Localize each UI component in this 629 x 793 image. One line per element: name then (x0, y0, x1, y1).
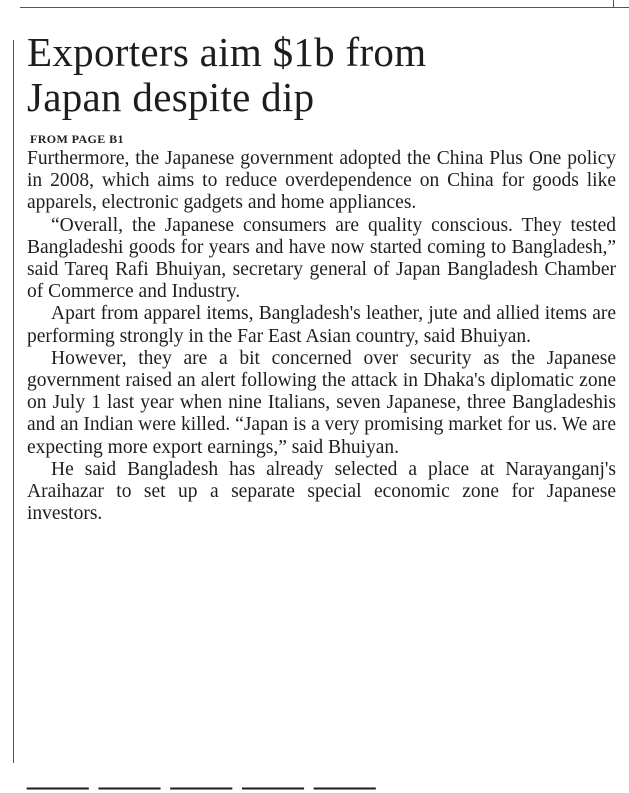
article-headline (27, 30, 616, 120)
article-paragraph-3: Apart from apparel items, Bangladesh's leather, jute and allied items are performing strongly in the Far East Asian country, said Bhuiyan. (27, 303, 616, 347)
article-paragraph-5: He said Bangladesh has already selected a place at Narayanganj's Araihazar to set up a separate special economic zone for Japanese investors. (27, 458, 616, 525)
article-dateline: FROM PAGE B1 (30, 132, 124, 146)
headline-line-2: Japan despite dip (27, 74, 315, 120)
article-body (27, 148, 616, 525)
article-paragraph-1: Furthermore, the Japanese government adopted the China Plus One policy in 2008, which aims to reduce overdependence on China for goods like apparels, electronic gadgets and home appliances. (27, 148, 616, 214)
next-article-headline-text: ___ ___ ___ ___ ___ (27, 747, 376, 793)
article-paragraph-4: However, they are a bit concerned over security as the Japanese government raised an alert following the attack in Dhaka's diplomatic zone on July 1 last year when nine Italians, seven Japanese, three Bangladeshis and an Indian were killed. “Japan is a very promising market for us. We are expecting more export earnings,” said Bhuiyan. (27, 347, 616, 458)
top-column-rule (20, 7, 629, 8)
article-paragraph-2: “Overall, the Japanese consumers are quality conscious. They tested Bangladeshi goods for years and have now started coming to Bangladesh,” said Tareq Rafi Bhuiyan, secretary general of Japan Bangladesh Chamber of Commerce and Industry. (27, 214, 616, 303)
next-article-headline-cropped (27, 747, 616, 793)
left-column-rule (13, 40, 14, 763)
headline-line-1: Exporters aim $1b from (27, 29, 427, 75)
right-column-rule (613, 0, 614, 8)
news-article (27, 30, 616, 525)
